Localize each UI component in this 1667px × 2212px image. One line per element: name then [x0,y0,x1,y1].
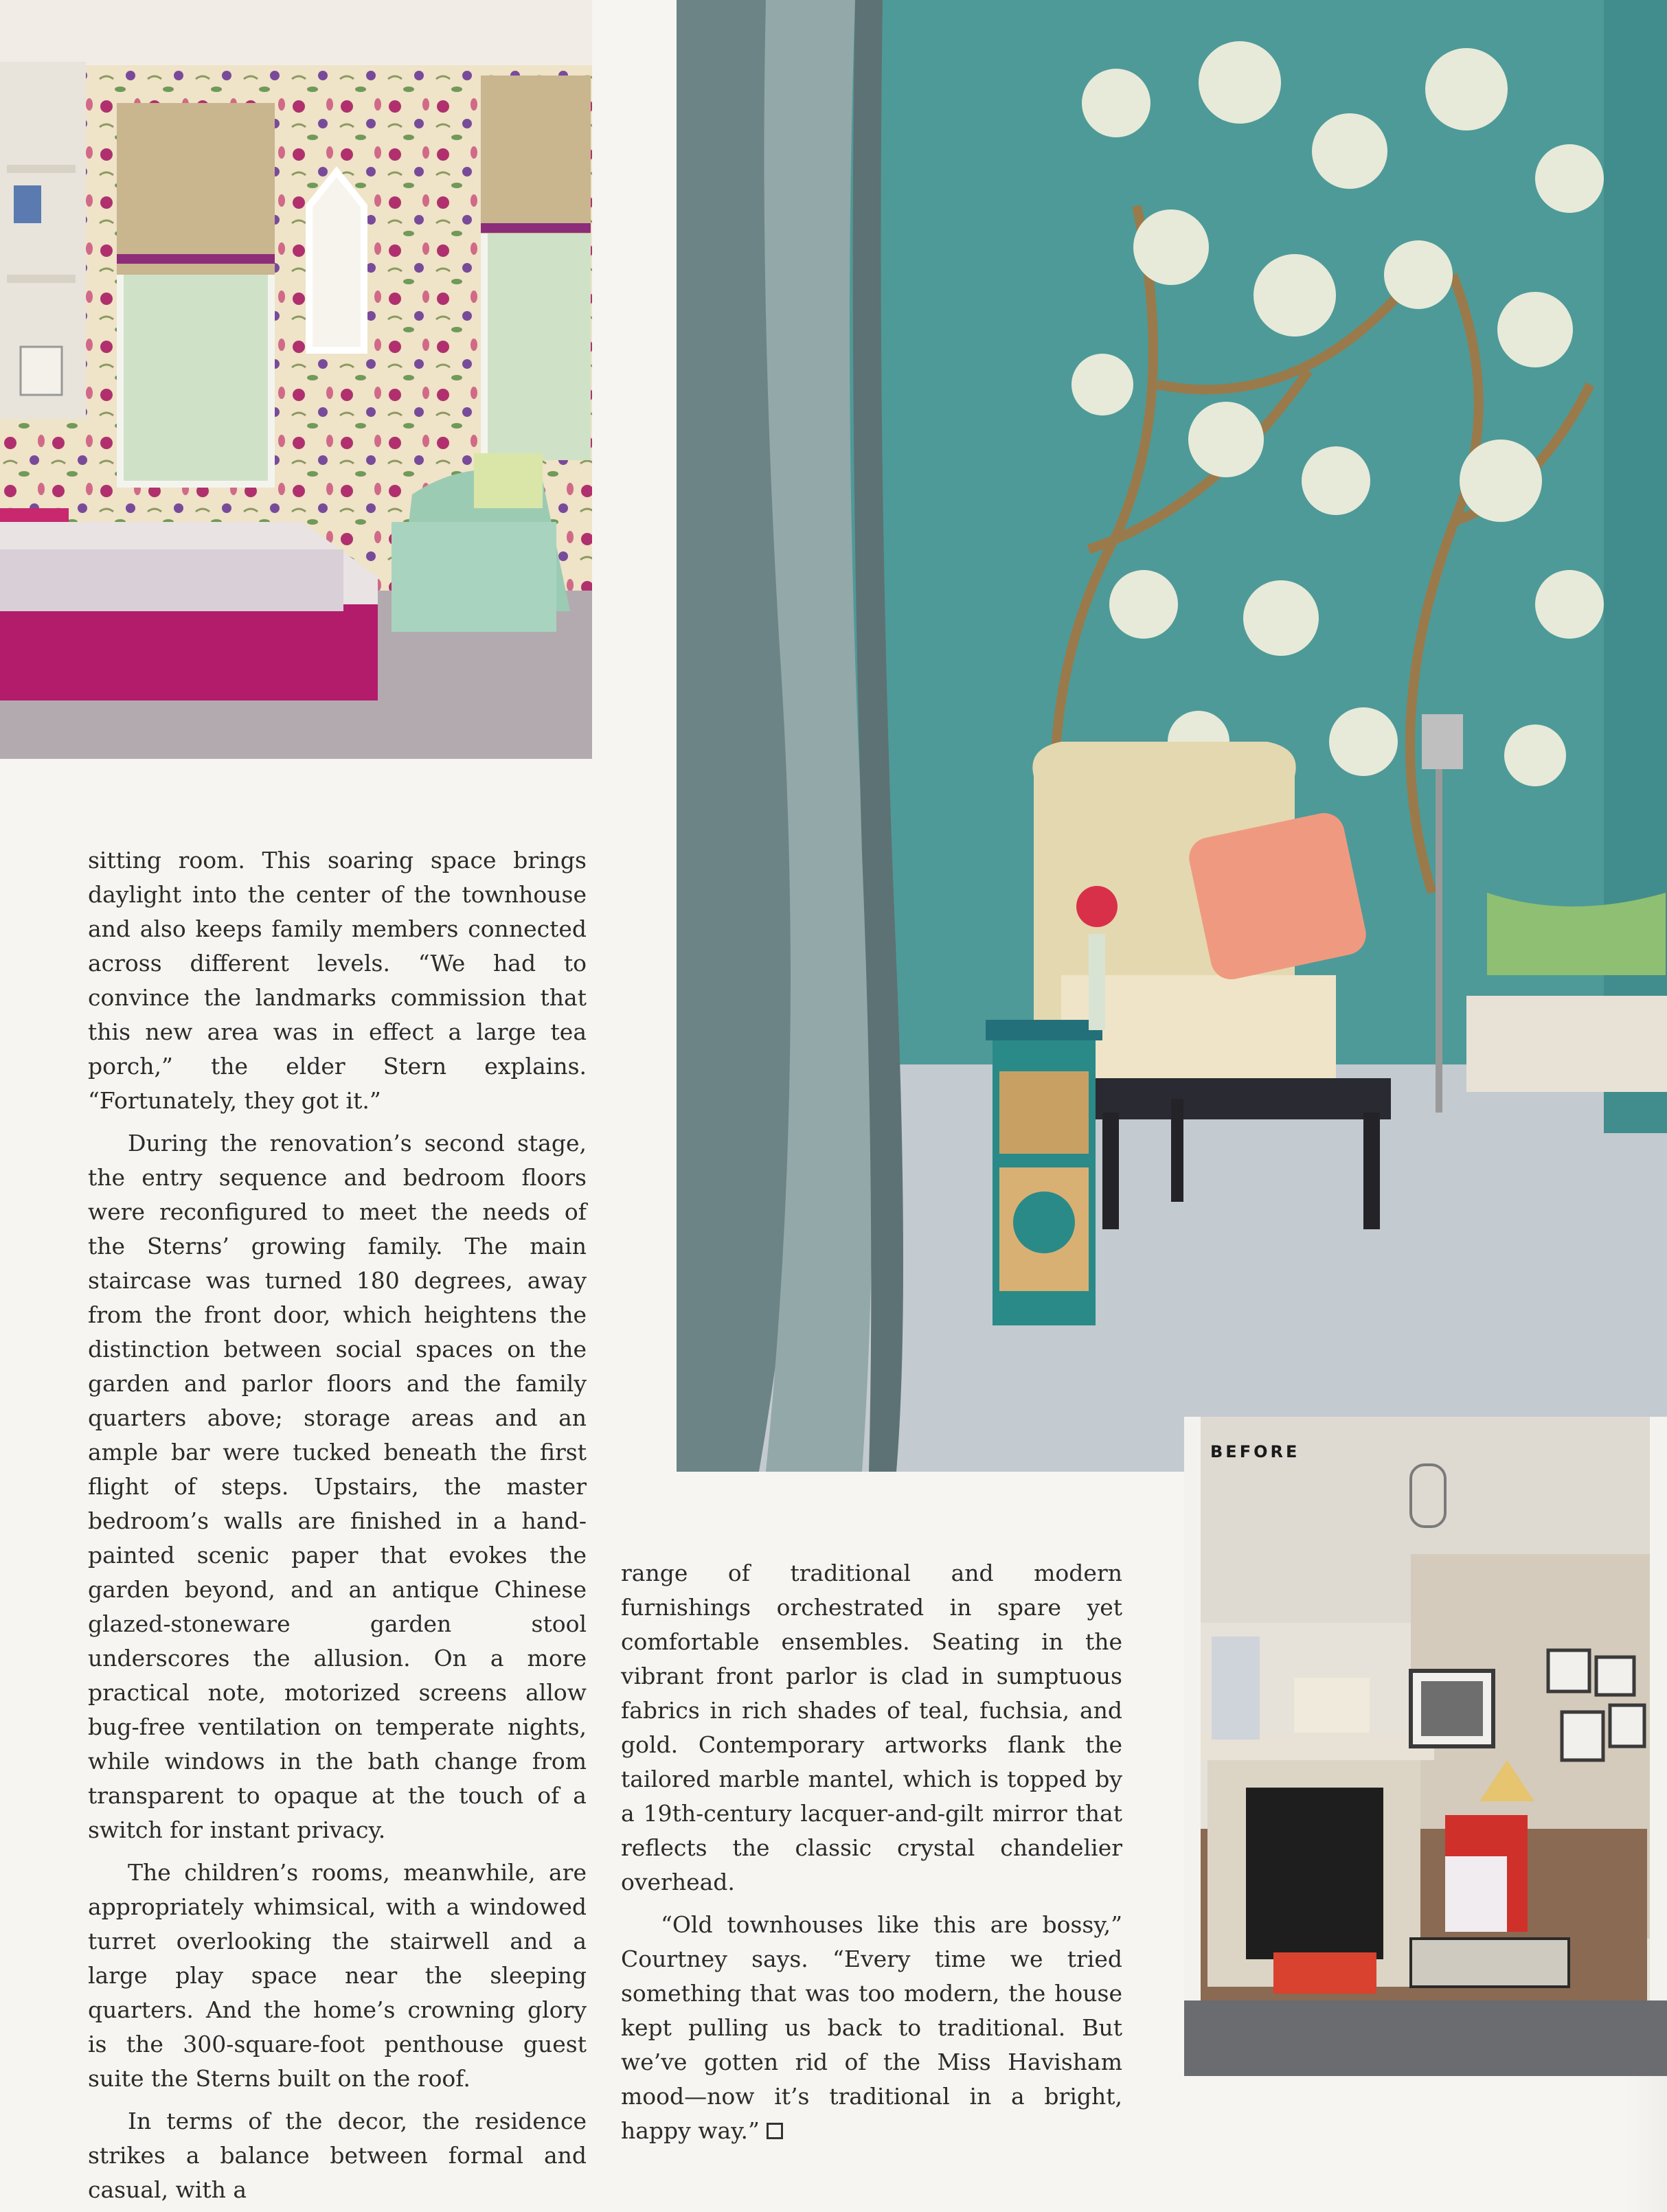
paragraph: In terms of the decor, the residence strikes a balance between formal and casual, with a [88,2108,587,2203]
before-photo [1184,1417,1667,2076]
paragraph: The children’s rooms, meanwhile, are appropriately whimsical, with a windowed turret overlooking the stairwell and a large play space near the sleeping quarters. And the home’s crowning glory is the 300-square-foot penthouse guest suite the Sterns built on the roof. [88,1859,587,2092]
paragraph [621,1908,1122,2148]
paragraph: During the renovation’s second stage, the entry sequence and bedroom floors were reconfigured to meet the needs of the Sterns’ growing family. The main staircase was turned 180 degrees, away from the front door, which heightens the distinction between social spaces on the garden and parlor floors and the family quarters above; storage areas and an ample bar were tucked beneath the first flight of steps. Upstairs, the master bedroom’s walls are finished in a hand-painted scenic paper that evokes the garden beyond, and an antique Chinese glazed-stoneware garden stool underscores the allusion. On a more practical note, motorized screens allow bug-free ventilation on temperate nights, while windows in the bath change from transparent to opaque at the touch of a switch for instant privacy. [88,1130,587,1843]
paragraph: sitting room. This soaring space brings daylight into the center of the townhouse and also keeps family members connected across different levels. “We had to convince the landmarks commission that this new area was in effect a large tea porch,” the elder Stern explains. “Fortunately, they got it.” [88,847,587,1114]
end-of-article-mark [767,2123,783,2139]
body-text-left-column [88,843,587,2207]
kids-bedroom-photo [0,0,592,759]
body-text-right-column [621,1556,1122,2148]
paragraph: range of traditional and modern furnishings orchestrated in spare yet comfortable ensembles. Seating in the vibrant front parlor is clad in sumptuous fabrics in rich shades of teal, fuchsia, and gold. Contemporary artworks flank the tailored marble mantel, which is topped by a 19th-century lacquer-and-gilt mirror that reflects the classic crystal chandelier overhead. [621,1560,1122,1895]
master-bedroom-photo [677,0,1667,1472]
before-label: BEFORE [1210,1442,1300,1461]
closing-quote: “Old townhouses like this are bossy,” Courtney says. “Every time we tried something that was too modern, the house kept pulling us back to traditional. But we’ve gotten rid of the Miss Havisham mood—now it’s traditional in a bright, happy way.” [621,1911,1122,2144]
